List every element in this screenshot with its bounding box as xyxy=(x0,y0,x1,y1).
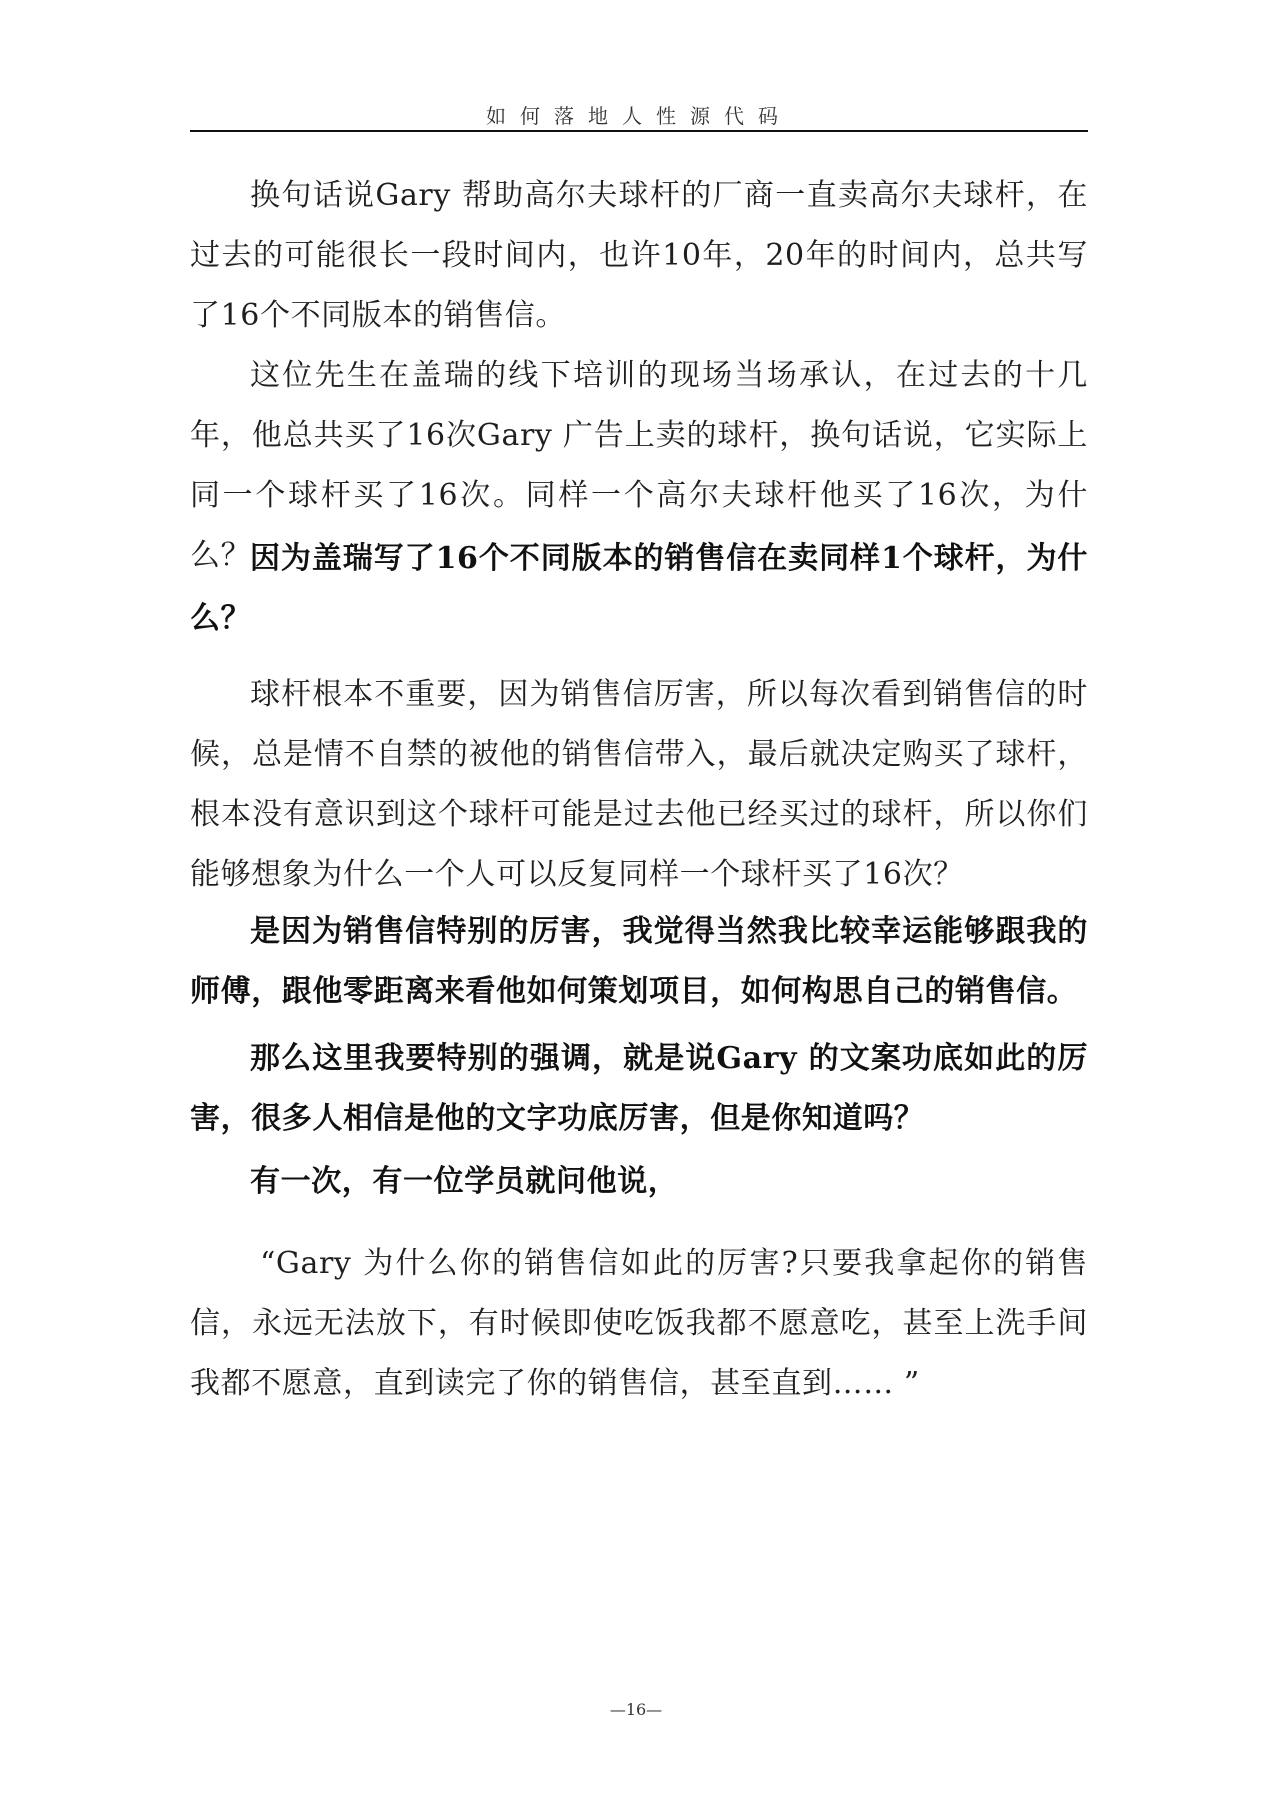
paragraph-1: 换句话说Gary 帮助高尔夫球杆的厂商一直卖高尔夫球杆，在过去的可能很长一段时间内，也许10年，20年的时间内，总共写了16个不同版本的销售信。 xyxy=(190,178,1088,333)
running-header: 如何落地人性源代码 xyxy=(486,104,792,128)
paragraph-2: 这位先生在盖瑞的线下培训的现场当场承认，在过去的十几年，他总共买了16次Gary 广告上卖的球杆，换句话说，它实际上同一个球杆买了16次。同样一个高尔夫球杆他买了16次，为什么？ xyxy=(190,358,1088,573)
paragraph-6: 那么这里我要特别的强调，就是说Gary 的文案功底如此的厉害，很多人相信是他的文字功底厉害，但是你知道吗？ xyxy=(190,1041,1088,1136)
quote-paragraph: “Gary 为什么你的销售信如此的厉害?只要我拿起你的销售信，永远无法放下，有时候即使吃饭我都不愿意吃，甚至上洗手间我都不愿意，直到读完了你的销售信，甚至直到…… ” xyxy=(190,1246,1088,1401)
page-number: —16— xyxy=(609,1700,663,1719)
paragraph-7: 有一次，有一位学员就问他说， xyxy=(250,1164,679,1199)
paragraph-5: 是因为销售信特别的厉害，我觉得当然我比较幸运能够跟我的师傅，跟他零距离来看他如何策划项目，如何构思自己的销售信。 xyxy=(190,914,1088,1009)
paragraph-3: 因为盖瑞写了16个不同版本的销售信在卖同样1个球杆，为什么？ xyxy=(190,541,1088,636)
header-divider xyxy=(190,130,1088,132)
paragraph-4: 球杆根本不重要，因为销售信厉害，所以每次看到销售信的时候，总是情不自禁的被他的销售信带入，最后就决定购买了球杆，根本没有意识到这个球杆可能是过去他已经买过的球杆，所以你们能够想象为什么一个人可以反复同样一个球杆买了16次？ xyxy=(190,677,1088,892)
